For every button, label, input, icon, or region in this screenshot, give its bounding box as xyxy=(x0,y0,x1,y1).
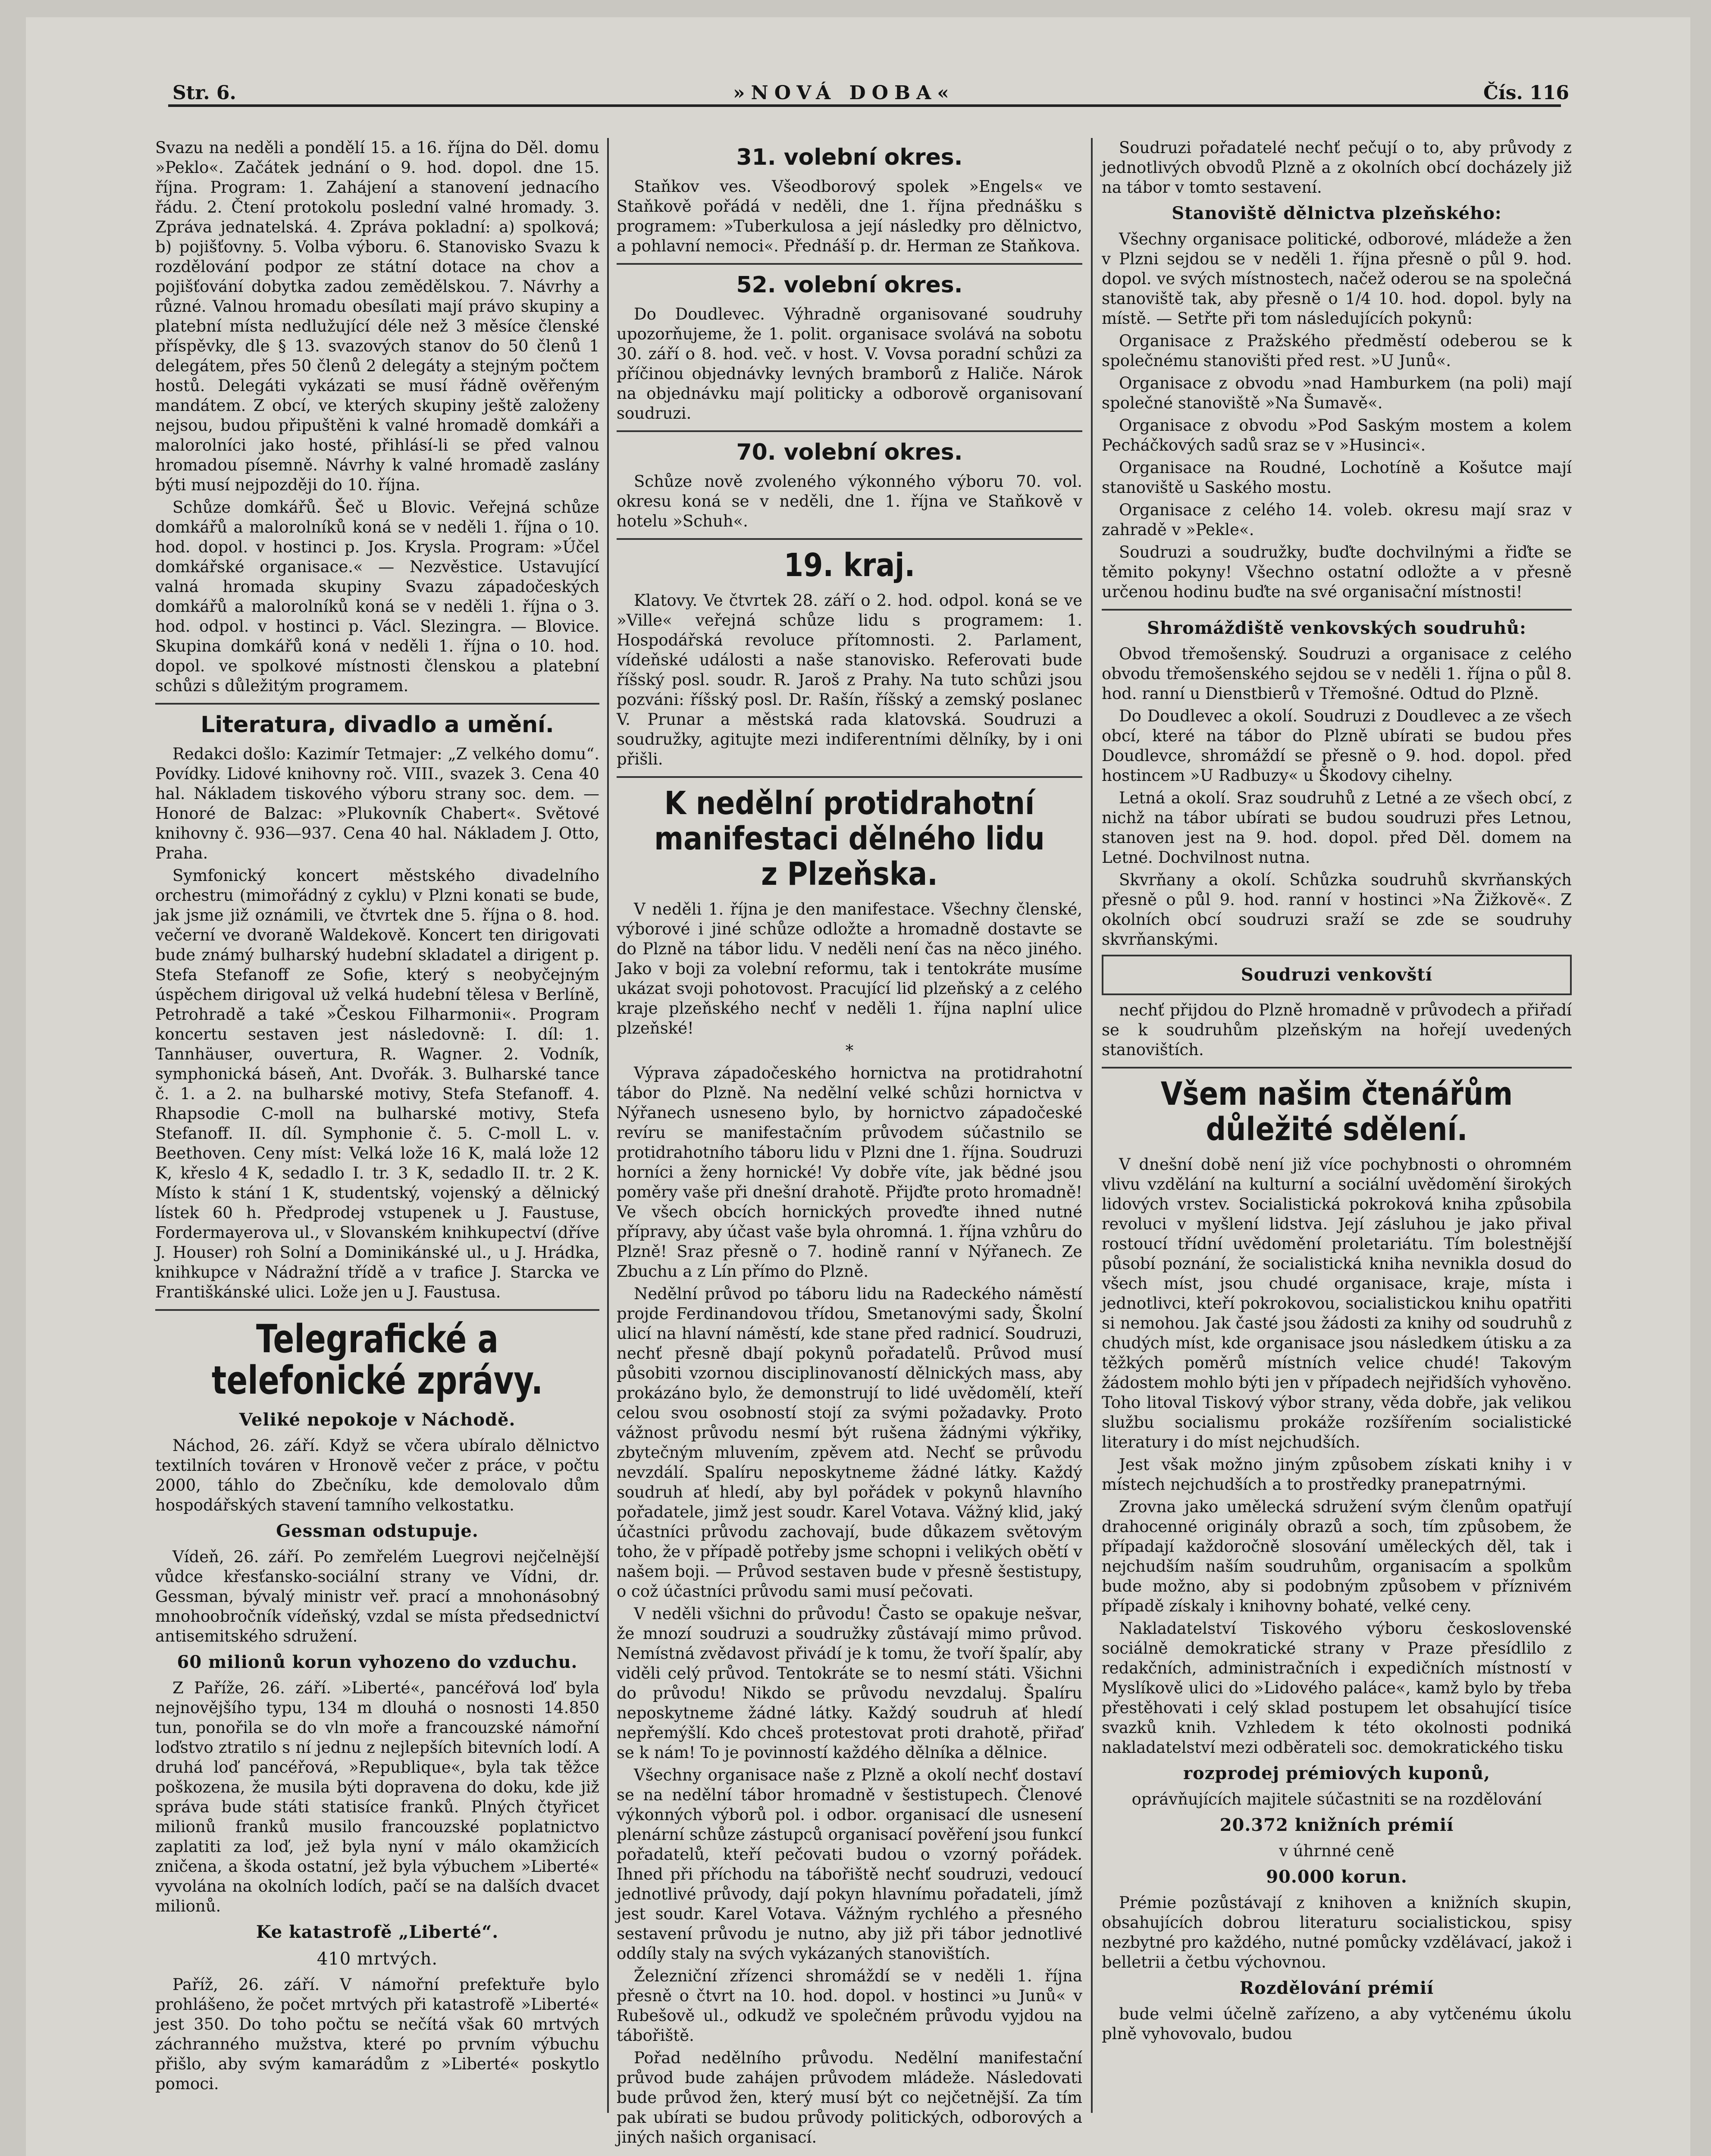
procession-route: Nedělní průvod po táboru lidu na Radeckého náměstí projde Ferdinandovou třídou, Smetanovými sady, Školní ulicí na hlavní náměstí, kde stane před radnicí. Soudruzi, nechť přesně dbají pokynů pořadatelů. Průvod musí působiti vzornou disciplinovaností dělnických mass, aby prokázáno bylo, že demonstrují to lidé uvědomělí, kteří celou svou osobností stojí za svými požadavky. Proto vážnost průvodu nesmí být rušena žádnými výkřiky, zbytečným mluvením, zpěvem atd. Nechť se průvodu nevzdálí. Spalíru neposkytneme žádné látky. Každý soudruh ať hledí, aby byl pořádek v pokynů hlavního pořadatele, jimž jest soudr. Karel Votava. Vážný klid, jaký účastníci průvodu zachovají, bude důkazem světovým toho, že v případě potřeby jsme schopni i velikých obětí v našem boji. — Průvod sestaven bude v přesně šestistupy, o což účastníci průvodu sami musí pečovati. xyxy=(617,1285,1082,1601)
issue-number: Čís. 116 xyxy=(1483,82,1569,104)
column-rule-2 xyxy=(1091,138,1093,2113)
nachod-report: Náchod, 26. září. Když se včera ubíralo dělnictvo textilních továren v Hronově večer z práce, v počtu 2000, táhlo do Zbečníku, kde demolovalo dům hospodářských stavení tamního velkostatku. xyxy=(155,1436,599,1514)
column-1 xyxy=(155,138,599,2113)
rural-comrades-heading: Soudruzi venkovští xyxy=(1241,965,1433,985)
coupon-sale-heading: rozprodej prémiových kuponů, xyxy=(1183,1763,1491,1783)
cheap-books: Jest však možno jiným způsobem získati knihy i v místech nejchudších a to prostředky pranepatrnými. xyxy=(1102,1455,1572,1494)
committee-notice: Schůze nově zvoleného výkonného výboru 70. vol. okresu koná se v neděli, dne 1. října ve Staňkově v hotelu »Schuh«. xyxy=(617,472,1082,530)
literature-heading: Literatura, divadlo a umění. xyxy=(201,712,554,738)
organisers-note: Soudruzi pořadatelé nechť pečují o to, aby průvody z jednotlivých obvodů Plzně a z okolních obcí docházely již na tábor v tomto sestavení. xyxy=(1102,138,1572,197)
tremosna-notice: Obvod třemošenský. Soudruzi a organisace z celého obvodu třemošenského sejdou se v neděli 1. října o půl 8. hod. ranní u Dienstbierů v Třemošné. Odtud do Plzně. xyxy=(1102,645,1572,703)
section-rule xyxy=(155,703,599,705)
symphony-concert: Symfonický koncert městského divadelního orchestru (mimořádný z cyklu) v Plzni konati se bude, jak jsme již oznámili, ve čtvrtek dne 5. října o 8. hod. večerní ve dvoraně Waldekově. Koncert ten dirigovati bude známý bulharský hudební skladatel a dirigent p. Stefa Stefanoff ze Sofie, který s neobyčejným úspěchem dirigoval už velká hudební tělesa v Berlíně, Petrohradě a také »Českou Filharmonii«. Program koncertu sestaven jest následovně: I. díl: 1. Tannhäuser, ouvertura, R. Wagner. 2. Vodník, symphonická báseň, Ant. Dvořák. 3. Bulharské tance č. 1. a 2. na bulharské motivy, Stefa Stefanoff. 4. Rhapsodie C-moll na bulharské motivy, Stefa Stefanoff. II. díl. Symphonie č. 5. C-moll L. v. Beethoven. Ceny míst: Velká lože 16 K, malá lože 12 K, křeslo 4 K, sedadlo I. tr. 3 K, sedadlo II. tr. 2 K. Místo k stání 1 K, studentský, vojenský a dělnický lístek 60 h. Předprodej vstupenek u J. Faustuse, Fordermayerova ul., v Slovanském knihkupectví (dříve J. Houser) roh Solní a Dominikánské ul., u J. Hrádka, knihkupce v Nádražní třídě a v trafice J. Starcka ve Františkánské ulici. Lože jen u J. Faustusa. xyxy=(155,866,599,1301)
column-2 xyxy=(617,138,1082,2147)
rural-assembly-heading: Shromáždiště venkovských soudruhů: xyxy=(1147,618,1526,638)
page-number: Str. 6. xyxy=(172,82,236,104)
telegraph-heading: Telegrafické a telefonické zprávy. xyxy=(211,1316,543,1403)
section-rule xyxy=(155,1309,599,1311)
gessman-heading: Gessman odstupuje. xyxy=(276,1521,479,1541)
organisations-notice: Všechny organisace naše z Plzně a okolí nechť dostaví se na nedělní tábor hromadně v šestistupech. Členové výkonných výborů pol. i odbor. organisací dle usnesení plenární schůze zástupců organisací pověření jsou funkcí pořadatelů, kteří pečovati budou o vzorný pořádek. Ihned při příchodu na tábořiště nechť soudruzi, vedoucí jednotlivé průvody, dají pokyn hlavnímu pořadateli, jímž jest soudr. Karel Votava. Vážným rychlého a přesného sestavení průvodu je nutno, aby již při tábor jednotlivé oddíly staly na svých vykázaných stanovištích. xyxy=(617,1766,1082,1963)
stankov-notice: Staňkov ves. Všeodborový spolek »Engels« ve Staňkově pořádá v neděli, dne 1. října přednášku s programem: »Tuberkulosa a její následky pro dělnictvo, a pohlavní nemoci«. Přednáší p. dr. Herman ze Staňkova. xyxy=(617,177,1082,255)
district-70-heading: 70. volební okres. xyxy=(736,439,963,465)
saxon-bridge: Organisace z obvodu »Pod Saským mostem a kolem Pecháčkových sadů sraz se v »Husinci«. xyxy=(1102,416,1572,454)
section-rule xyxy=(617,776,1082,778)
rural-comrades-text: nechť přijdou do Plzně hromadně v průvodech a přiřadí se k soudruhům plzeňským na hořejí uvedených stanovištích. xyxy=(1102,1001,1572,1059)
district-14: Organisace z celého 14. voleb. okresu mají sraz v zahradě v »Pekle«. xyxy=(1102,501,1572,539)
millions-heading: 60 milionů korun vyhozeno do vzduchu. xyxy=(177,1652,578,1672)
distribution-text: bude velmi účelně zařízeno, a aby vytčenému úkolu plně vyhovovalo, budou xyxy=(1102,2005,1572,2043)
section-rule xyxy=(1102,1067,1572,1069)
prague-suburb: Organisace z Pražského předměstí odeberou se k společnému stanovišti před rest. »U Junů«. xyxy=(1102,332,1572,370)
liberte-heading: Ke katastrofě „Liberté“. xyxy=(256,1922,499,1942)
section-rule xyxy=(617,538,1082,540)
column-3 xyxy=(1102,138,1572,2113)
railway-workers: Železniční zřízenci shromáždí se v neděli 1. října přesně o čtvrt na 10. hod. dopol. v hostinci »u Junů« v Rubešově ul., odkudž ve společném průvodu vyjdou na tábořiště. xyxy=(617,1967,1082,2045)
be-punctual: Soudruzi a soudružky, buďte dochvilnými a řiďte se těmito pokyny! Všechno ostatní odložte a v přesně určenou hodinu buďte na své organisační místnosti! xyxy=(1102,543,1572,601)
svaz-notice: Svazu na neděli a pondělí 15. a 16. října do Děl. domu »Peklo«. Začátek jednání o 9. hod. dopol. dne 15. října. Program: 1. Zahájení a stanovení jednacího řádu. 2. Čtení protokolu poslední valné hromady. 3. Zpráva jednatelská. 4. Zpráva pokladní: a) spolková; b) pojišťovny. 5. Volba výboru. 6. Stanovisko Svazu k rozdělování podpor ze státní dotace na chov a pojišťování dobytka zadou zemědělskou. 7. Návrhy a různé. Valnou hromadu obesílati mají právo skupiny a platební místa nedlužující déle než 3 měsíce členské příspěvky, dle § 13. svazových stanov do 50 členů 1 delegátem, přes 50 členů 2 delegáty a stejným počtem hostů. Delegáti vykázati se musí řádně ověřeným mandátem. Z obcí, ve kterých skupiny ještě založeny nejsou, budou připuštěni k valné hromadě domkáři a malorolníci jako hosté, přihlásí-li se před valnou hromadou písemně. Návrhy k valné hromadě zaslány býti musí nejpozději do 10. října. xyxy=(155,138,599,494)
doudlevce-assembly: Do Doudlevec a okolí. Soudruzi z Doudlevec a ze všech obcí, které na tábor do Plzně ubírati se budou přes Doudlevce, shromáždí se přesně o 9. hod. dopol. před hostincem »U Radbuzy« u Škodovy cihelny. xyxy=(1102,707,1572,785)
premiums-description: Prémie pozůstávají z knihoven a knižních skupin, obsahujících dobrou literaturu socialistickou, spisy nezbytné pro každého, nutné pomůcky vzdělávací, jakož i belletrii a četbu výchovnou. xyxy=(1102,1893,1572,1971)
rural-comrades-box xyxy=(1102,955,1572,995)
premiums-count: 20.372 knižních prémií xyxy=(1219,1815,1454,1835)
column-rule-1 xyxy=(607,138,609,2113)
procession-order: Pořad nedělního průvodu. Nedělní manifestační průvod bude zahájen průvodem mládeže. Následovati bude průvod žen, který musí být co nejčetnější. Za tím pak ubírati se budou průvody politických, odborových a jiných našich organisací. xyxy=(617,2049,1082,2147)
publisher-notice: Nakladatelství Tiskového výboru československé sociálně demokratické strany v Praze přesídlilo z redakčních, administračních i expedičních místností v Myslíkově ulici do »Lidového paláce«, kamž bylo by třeba přestěhovati i celý sklad postupem let obsahující tisíce svazků knih. Vzhledem k této okolnosti podniká nakladatelství mezi odběrateli soc. demokratického tisku xyxy=(1102,1619,1572,1757)
vienna-report: Vídeň, 26. září. Po zemřelém Luegrovi nejčelnější vůdce křesťansko-sociální strany ve Vídni, dr. Gessman, bývalý ministr veř. prací a mnohonásobný mnohoobročník vídeňský, vzdal se místa předsednictví antisemitského sdružení. xyxy=(155,1548,599,1645)
stations-heading: Stanoviště dělnictva plzeňského: xyxy=(1172,203,1502,223)
all-organisations: Všechny organisace politické, odborové, mládeže a žen v Plzni sejdou se v neděli 1. října přesně o půl 9. hod. dopol. ve svých místnostech, načež oderou se na společná stanoviště tak, aby přesně o 1/4 10. hod. dopol. byly na místě. — Setřte při tom následujících pokynů: xyxy=(1102,230,1572,328)
all-to-procession: V neděli všichni do průvodu! Často se opakuje nešvar, že mnozí soudruzi a soudružky zůstávají mimo průvod. Nemístná zvědavost přivádí je k tomu, že tvoří špalír, aby viděli celý průvod. Tentokráte se to nesmí státi. Všichni do průvodu! Nikdo se průvodu nevzdaluj. Špalíru neposkytneme žádné látky. Každý soudruh ať hledí nepřemýšlí. Kdo chceš protestovat proti drahotě, přiřaď se k nám! To je povinností každého dělníka a dělnice. xyxy=(617,1604,1082,1762)
hamburk-district: Organisace z obvodu »nad Hamburkem (na poli) mají společné stanoviště »Na Šumavě«. xyxy=(1102,374,1572,412)
skvrnany-notice: Skvrňany a okolí. Schůzka soudruhů skvrňanských přesně o půl 9. hod. ranní v hostinci »Na Žižkově«. Z okolních obcí soudruzi sraží se zde se soudruhy skvrňanskými. xyxy=(1102,871,1572,949)
total-value-label: v úhrnné ceně xyxy=(1279,1842,1394,1860)
education-text: V dnešní době není již více pochybnosti o ohromném vlivu vzdělání na kulturní a sociální uvědomění širokých lidových vrstev. Socialistická pokroková kniha způsobila revoluci v myšlení lidstva. Její zásluhou je jako přival rostoucí třídní uvědomění proletariátu. Tím bolestnější působí poznání, že socialistická kniha nevnikla dosud do všech míst, jsou chudé organisace, kraje, místa i jednotlivci, kteří pokrokovou, socialistickou knihu opatřiti si nemohou. Jak časté jsou žádosti za knihy od soudruhů z chudých míst, kde organisace jsou následkem útisku a za těžkých poměrů místních velice chudé! Takovým žádostem mohlo býti jen v případech nejřidších vyhověno. Toho litoval Tiskový výbor strany, věda dobře, jak velikou službu socialismu prokáže rozšířením socialistické literatury i do míst nejchudších. xyxy=(1102,1155,1572,1451)
readers-heading: Všem našim čtenářům důležité sdělení. xyxy=(1160,1075,1513,1148)
manifestation-call: V neděli 1. října je den manifestace. Všechny členské, výborové i jiné schůze odložte a hromadně dostavte se do Plzně na tábor lidu. V neděli není čas na něco jiného. Jako v boji za volební reformu, tak i tentokráte musíme ukázat svoji pohotovost. Pracující lid plzeňský a z celého kraje plzeňského nechť v neděli 1. října naplní ulice plzeňské! xyxy=(617,900,1082,1037)
section-rule xyxy=(1102,609,1572,611)
roudna-lochotin: Organisace na Roudné, Lochotíně a Košutce mají stanoviště u Saského mostu. xyxy=(1102,458,1572,497)
section-rule xyxy=(617,430,1082,432)
newspaper-title: »NOVÁ DOBA« xyxy=(733,82,955,104)
coupon-text: oprávňujících majitele súčastniti se na rozdělování xyxy=(1131,1790,1542,1808)
header-rule xyxy=(168,104,1561,107)
section-rule xyxy=(617,263,1082,265)
district-52-heading: 52. volební okres. xyxy=(736,272,963,298)
paris-report: Z Paříže, 26. září. »Liberté«, pancéřová loď byla nejnovějšího typu, 134 m dlouhá o nosnosti 14.850 tun, ponořila se do vln moře a francouzské námořní loďstvo ztratilo s ní jednu z nejlepších bitevních lodí. A druhá loď pancéřová, »Republique«, byla tak těžce poškozena, že musila býti dopravena do doku, kde již správa bude státi statisíce franků. Plných čtyřicet milionů franků musilo francouzské poplatnictvo zaplatiti za loď, jež byla nyní v málo okamžicích zničena, a škoda ostatní, jež byla výbuchem »Liberté« vyvolána na okolních lodích, pačí se na dalších dvacet milionů. xyxy=(155,1679,599,1915)
region-19-heading: 19. kraj. xyxy=(783,547,915,584)
domkari-meetings: Schůze domkářů. Šeč u Blovic. Veřejná schůze domkářů a malorolníků koná se v neděli 1. října o 10. hod. dopol. v hostinci p. Jos. Krysla. Program: »Účel domkářské organisace.« — Nezvěstice. Ustavující valná hromada skupiny Svazu západočeských domkářů a malorolníků koná se v neděli 1. října o 3. hod. odpol. v hostinci p. Václ. Slezingra. — Blovice. Skupina domkářů koná v neděli 1. října o 10. hod. dopol. ve spolkové místnosti členskou a platební schůzi s důležitým programem. xyxy=(155,498,599,695)
letna-notice: Letná a okolí. Sraz soudruhů z Letné a ze všech obcí, z nichž na tábor ubírati se budou soudruzi přes Letnou, stanoven jest na 9. hod. dopol. před Děl. domem na Letné. Dochvilnost nutna. xyxy=(1102,789,1572,867)
district-31-heading: 31. volební okres. xyxy=(736,144,963,170)
art-associations: Zrovna jako umělecká sdružení svým členům opatřují drahocenné originály obrazů a soch, tím způsobem, že případají každoročně slosování uměleckých děl, tak i nejchudším naším soudruhům, organisacím a spolkům bude možno, aby si podobným způsobem v příznivém případě získaly i knihovny bohaté, velké ceny. xyxy=(1102,1498,1572,1615)
nachod-heading: Veliké nepokoje v Náchodě. xyxy=(239,1410,516,1430)
klatovy-notice: Klatovy. Ve čtvrtek 28. září o 2. hod. odpol. koná se ve »Ville« veřejná schůze lidu s programem: 1. Hospodářská revoluce přítomnosti. 2. Parlament, vídeňské události a naše stanovisko. Referovati bude říšský posl. soudr. R. Jaroš z Prahy. Na tuto schůzi jsou pozváni: říšský posl. Dr. Rašín, říšský a zemský poslanec V. Prunar a městská rada klatovská. Soudruzi a soudružky, agitujte mezi indiferentními dělníky, by i oni přišli. xyxy=(617,591,1082,768)
doudlevce-notice: Do Doudlevec. Výhradně organisované soudruhy upozorňujeme, že 1. polit. organisace svolává na sobotu 30. září o 8. hod. več. v host. V. Vovsa poradní schůzi za příčinou objednávky levných bramborů z Haliče. Nárok na objednávku mají politicky a odborově organisovaní soudruzi. xyxy=(617,305,1082,423)
dead-count-heading: 410 mrtvých. xyxy=(317,1949,438,1969)
separator-star: * xyxy=(845,1041,854,1060)
manifestation-heading: K nedělní protidrahotní manifestaci dělného lidu z Plzeňska. xyxy=(654,785,1045,893)
miners-notice: Výprava západočeského hornictva na protidrahotní tábor do Plzně. Na nedělní velké schůzi hornictva v Nýřanech usneseno bylo, by hornictvo západočeské revíru se manifestačním průvodem súčastnilo se protidrahotního táboru lidu v Plzni dne 1. října. Soudruzi horníci a ženy hornické! Vy dobře víte, jak bědné jsou poměry vaše při dnešní drahotě. Přijďte proto hromadně! Ve všech obcích hornických proveďte ihned nutné přípravy, aby účast vaše byla ohromná. 1. října vzhůru do Plzně! Sraz přesně o 7. hodině ranní v Nýřanech. Ze Zbuchu a z Lín přímo do Plzně. xyxy=(617,1064,1082,1281)
paris-report-2: Paříž, 26. září. V námořní prefektuře bylo prohlášeno, že počet mrtvých při katastrofě »Liberté« jest 350. Do toho počtu se nečítá však 60 mrtvých záchranného mužstva, které po prvním výbuchu přišlo, aby svým kamarádům z »Liberté« poskytlo pomoci. xyxy=(155,1975,599,2093)
redakci-doslo: Redakci došlo: Kazimír Tetmajer: „Z velkého domu“. Povídky. Lidové knihovny roč. VIII., svazek 3. Cena 40 hal. Nákladem tiskového výboru strany soc. dem. — Honoré de Balzac: »Plukovník Chabert«. Světové knihovny č. 936—937. Cena 40 hal. Nákladem J. Otto, Praha. xyxy=(155,745,599,862)
total-value: 90.000 korun. xyxy=(1266,1867,1407,1887)
distribution-heading: Rozdělování prémií xyxy=(1239,1978,1434,1998)
